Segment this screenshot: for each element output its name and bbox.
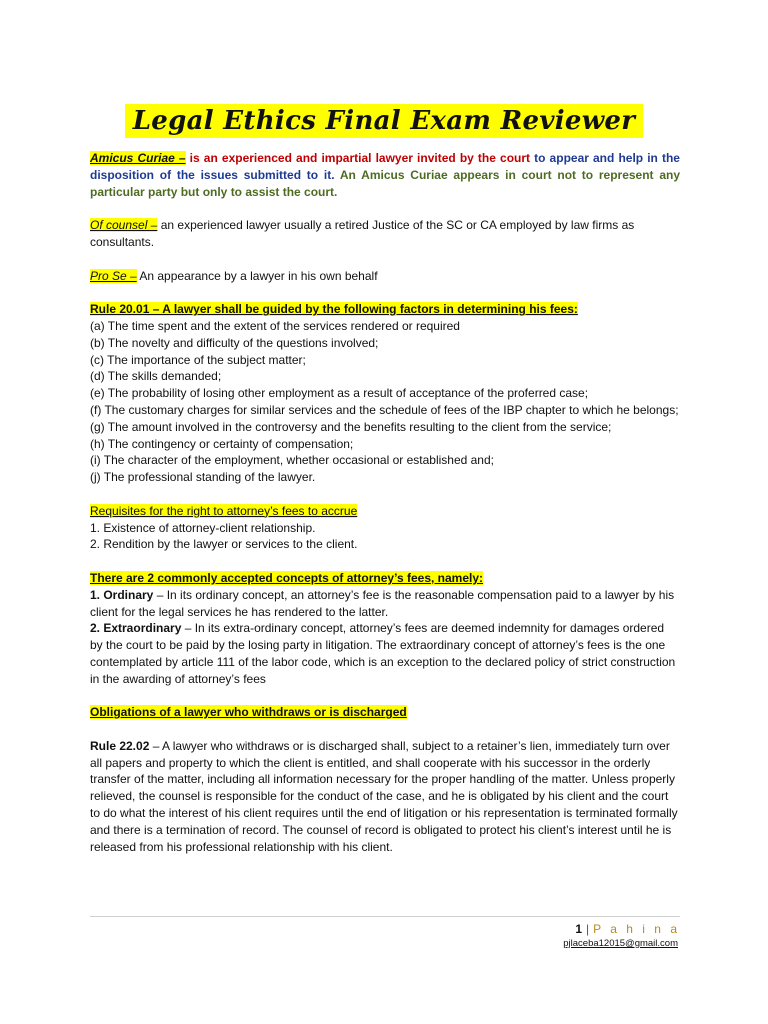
extraordinary-concept-paragraph	[90, 620, 680, 687]
rule-2001-item: (g) The amount involved in the controversy and the benefits resulting to the client from the service;	[90, 419, 612, 434]
page-number-footer	[575, 922, 680, 936]
document-body	[90, 150, 680, 855]
rule-2001-item: (h) The contingency or certainty of compensation;	[90, 436, 354, 451]
obligations-heading-line	[90, 704, 680, 721]
amicus-curiae-definition-red: is an experienced and impartial lawyer invited by the court	[185, 151, 531, 165]
amicus-curiae-definition-green: An Amicus Curiae appears in court not to represent any particular party but only to assist the court.	[90, 167, 680, 199]
rule-2001-item: (e) The probability of losing other employment as a result of acceptance of the proferred case;	[90, 386, 589, 401]
rule-2001-item: (c) The importance of the subject matter;	[90, 352, 306, 367]
of-counsel-definition: an experienced lawyer usually a retired Justice of the SC or CA employed by law firms as consultants.	[90, 218, 635, 249]
pro-se-paragraph	[90, 268, 680, 285]
of-counsel-paragraph	[90, 217, 680, 251]
amicus-curiae-paragraph	[90, 150, 680, 200]
rule-2001-item: (j) The professional standing of the lawyer.	[90, 470, 316, 485]
requisites-item: 1. Existence of attorney-client relationship.	[90, 520, 316, 535]
rule-2202-label: Rule 22.02	[90, 738, 150, 753]
obligations-heading: Obligations of a lawyer who withdraws or is discharged	[90, 705, 407, 720]
amicus-curiae-term: Amicus Curiae –	[90, 151, 186, 165]
rule-2001-heading-line	[90, 301, 680, 318]
rule-2001-item: (d) The skills demanded;	[90, 369, 222, 384]
rule-2202-text: – A lawyer who withdraws or is discharged shall, subject to a retainer’s lien, immediately turn over all papers and property to which the client is entitled, and shall cooperate with his successor in the orderly transfer of the matter, including all information necessary for the proper handling of the matter. Unless properly relieved, the counsel is responsible for the conduct of the case, and he is obligated by his client and the court to do what the interest of his client requires until the end of litigation or his representation is terminated formally and there is a termination of record. The counsel of record is obligated to protect his client’s interest until he is released from his professional relationship with his client.	[90, 738, 678, 854]
requisites-item: 2. Rendition by the lawyer or services to the client.	[90, 537, 358, 552]
pro-se-definition: An appearance by a lawyer in his own behalf	[136, 268, 378, 283]
rule-2001-heading: Rule 20.01 – A lawyer shall be guided by the following factors in determining his fees:	[90, 302, 578, 317]
rule-2001-item: (a) The time spent and the extent of the services rendered or required	[90, 318, 460, 333]
ordinary-concept-paragraph	[90, 587, 680, 621]
rule-2001-item: (f) The customary charges for similar services and the schedule of fees of the IBP chapter to which he belongs;	[90, 402, 679, 417]
of-counsel-term: Of counsel –	[90, 218, 158, 233]
amicus-curiae-definition-blue: to appear and help in the disposition of the issues submitted to it.	[90, 151, 680, 182]
extraordinary-label: 2. Extraordinary	[90, 621, 182, 636]
rule-2001-item: (i) The character of the employment, whether occasional or established and;	[90, 453, 494, 468]
extraordinary-text: – In its extra-ordinary concept, attorney’s fees are deemed indemnity for damages ordered by the court to be paid by the losing party in litigation. The extraordinary concept of attorney’s fees is the one contemplated by article 111 of the labor code, which is an exception to the declared policy of strict construction in the awarding of attorney’s fees	[90, 621, 676, 686]
document-title: Legal Ethics Final Exam Reviewer	[125, 104, 644, 138]
ordinary-label: 1. Ordinary	[90, 587, 154, 602]
author-email: pjlaceba12015@gmail.com	[563, 938, 678, 949]
requisites-heading-line	[90, 503, 680, 520]
concepts-heading-line	[90, 570, 680, 587]
rule-2001-item: (b) The novelty and difficulty of the questions involved;	[90, 335, 379, 350]
requisites-heading: Requisites for the right to attorney’s fees to accrue	[90, 503, 358, 518]
concepts-heading: There are 2 commonly accepted concepts of attorney’s fees, namely:	[90, 570, 484, 585]
title-container	[0, 104, 768, 138]
page-number: 1	[575, 922, 583, 936]
footer-divider	[90, 916, 680, 917]
ordinary-text: – In its ordinary concept, an attorney’s fee is the reasonable compensation paid to a lawyer by his client for the legal services he has rendered to the latter.	[90, 587, 675, 619]
pro-se-term: Pro Se –	[90, 268, 137, 283]
rule-2202-paragraph	[90, 738, 680, 856]
page-word: P a h i n a	[593, 922, 680, 936]
page-separator: |	[586, 922, 590, 936]
